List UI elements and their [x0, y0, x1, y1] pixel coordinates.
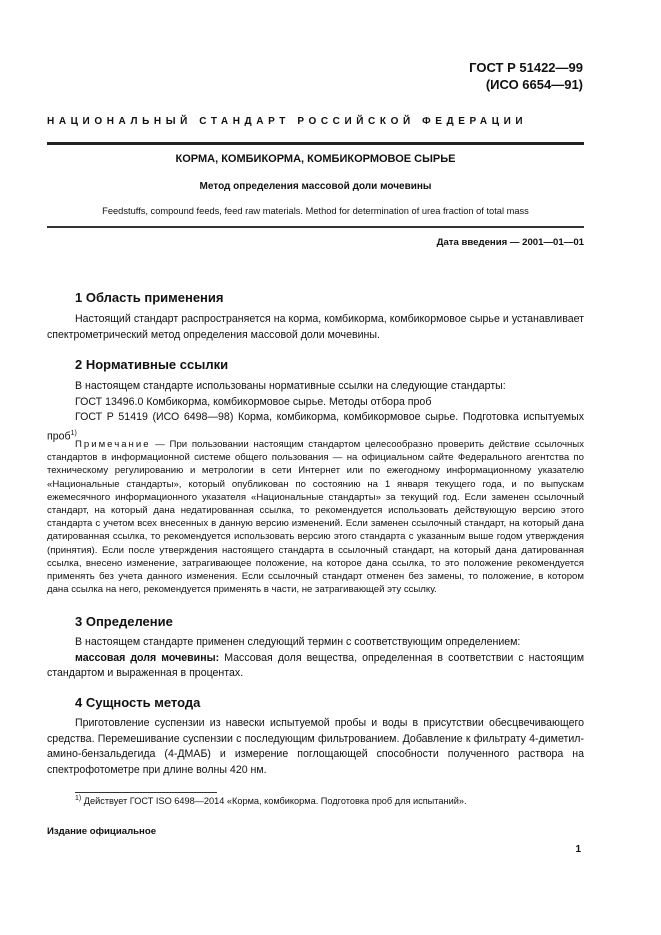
section-4-text: Приготовление суспензии из навески испытуемой пробы и воды в присутствии обесцвечивающего средства. Перемешивание суспензии с последующим фильтрованием. Добавление к фильтрату 4-диметил-амино-бензальдегида (4-ДМАБ) и измерение поглощающей способности полученного раствора на спектрофотометре при длине волны 420 нм.	[47, 717, 584, 776]
footnote-number: 1)	[75, 795, 82, 802]
term-text: Массовая доля вещества, определенная в соответствии с настоящим стандартом и выраженная в процентах.	[47, 651, 584, 680]
section-1-text: Настоящий стандарт распространяется на корма, комбикорма, комбикормовое сырье и устанавливает спектрометрический метод определения массовой доли мочевины.	[47, 313, 584, 341]
section-4-heading: 4 Сущность метода	[75, 695, 201, 710]
section-2-heading: 2 Нормативные ссылки	[75, 357, 229, 372]
introduction-date: Дата введения — 2001—01—01	[436, 237, 584, 248]
national-standard-line: НАЦИОНАЛЬНЫЙ СТАНДАРТ РОССИЙСКОЙ ФЕДЕРАЦИИ	[47, 116, 528, 127]
section-1-heading: 1 Область применения	[75, 290, 224, 305]
section-3-heading: 3 Определение	[75, 614, 173, 629]
document-subtitle: Метод определения массовой доли мочевины	[199, 181, 432, 192]
note-text: — При пользовании настоящим стандартом целесообразно проверить действие ссылочных стандартов в информационной системе общего пользования — на официальном сайте Федерального агентства по техническому регулированию и метрологии в сети Интернет или по ежегодному информационному указателю «Национальные стандарты», который опубликован по состоянию на 1 января текущего года, и по выпускам ежемесячного информационного указателя «Национальные стандарты» за текущий год. Если заменен ссылочный стандарт, на который дана недатированная ссылка, то рекомендуется использовать действующую версию этого стандарта с учетом всех внесенных в данную версию изменений. Если заменен ссылочный стандарт, на который дана датированная ссылка, то рекомендуется использовать версию этого стандарта с указанным выше годом утверждения (принятия). Если после утверждения настоящего стандарта в ссылочный стандарт, на который дана датированная ссылка, внесено изменение, затрагивающее положение, на которое дана ссылка, то это положение рекомендуется применять без учета данного изменения. Если ссылочный стандарт отменен без замены, то положение, в котором дана ссылка на него, рекомендуется применять в части, не затрагивающей эту ссылку.	[47, 439, 584, 596]
section-2-body	[47, 379, 584, 445]
title-bottom-rule	[47, 226, 584, 228]
section-1-body	[47, 312, 584, 343]
term-name: массовая доля мочевины:	[75, 651, 220, 664]
footnote	[75, 795, 467, 806]
section-2-note	[47, 438, 584, 596]
section-3-intro: В настоящем стандарте применен следующий термин с соответствующим определением:	[75, 636, 521, 648]
footnote-text: Действует ГОСТ ISO 6498—2014 «Корма, комбикорма. Подготовка проб для испытаний».	[81, 796, 467, 807]
note-label: Примечание	[75, 439, 151, 450]
footnote-marker: 1)	[70, 429, 77, 437]
document-title: КОРМА, КОМБИКОРМА, КОМБИКОРМОВОЕ СЫРЬЕ	[175, 153, 456, 165]
gost-number: ГОСТ Р 51422—99	[469, 60, 583, 75]
official-edition: Издание официальное	[47, 826, 157, 837]
english-title: Feedstuffs, compound feeds, feed raw materials. Method for determination of urea fraction of total mass	[102, 206, 529, 216]
title-top-rule	[47, 142, 584, 145]
section-3-body	[47, 635, 584, 682]
section-4-body	[47, 716, 584, 778]
section-2-intro: В настоящем стандарте использованы нормативные ссылки на следующие стандарты:	[75, 380, 506, 392]
term-definition	[47, 651, 584, 682]
reference-2-text: ГОСТ Р 51419 (ИСО 6498—98) Корма, комбикорма, комбикормовое сырье. Подготовка испытуемых проб	[47, 411, 584, 443]
page-number: 1	[575, 844, 581, 855]
iso-number: (ИСО 6654—91)	[485, 77, 583, 92]
reference-1: ГОСТ 13496.0 Комбикорма, комбикормовое сырье. Методы отбора проб	[75, 395, 432, 408]
footnote-rule	[75, 792, 217, 793]
